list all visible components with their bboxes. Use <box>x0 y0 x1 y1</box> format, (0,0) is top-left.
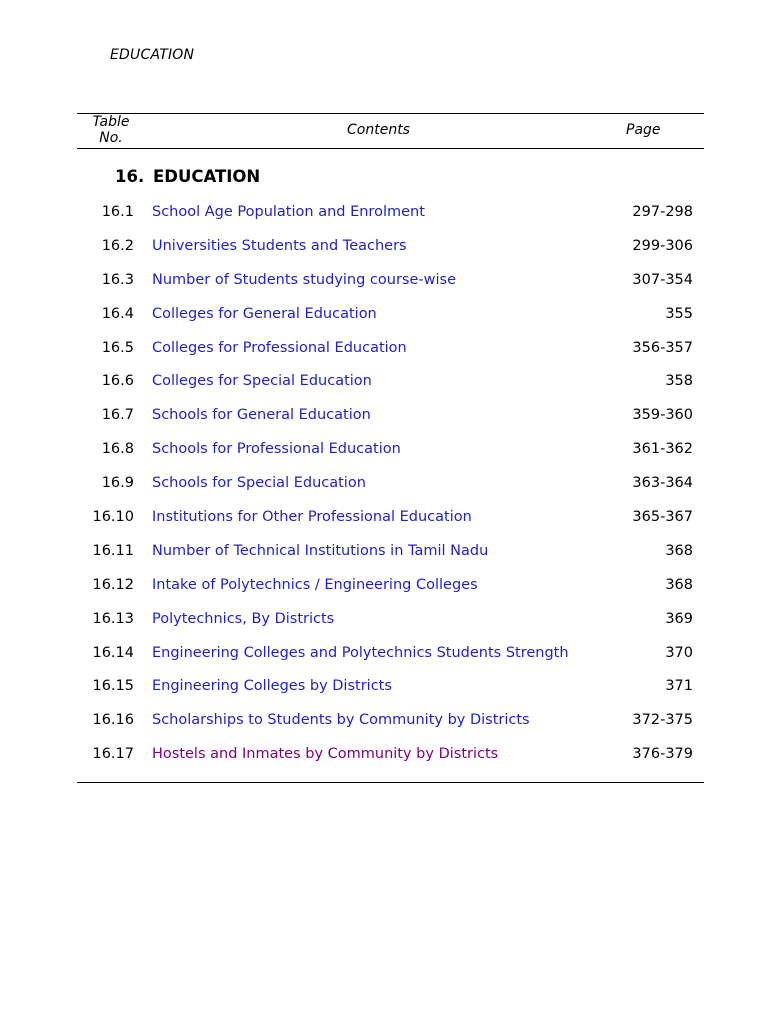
toc-link[interactable]: Schools for Professional Education <box>152 441 401 458</box>
page-range: 376-379 <box>632 746 693 763</box>
column-header-table-no: Table No. <box>92 114 130 146</box>
toc-rows <box>77 196 704 772</box>
toc-link[interactable]: Schools for Special Education <box>152 475 366 492</box>
table-top-rule <box>77 113 704 114</box>
page-range: 372-375 <box>632 712 693 729</box>
page-range: 371 <box>665 678 693 695</box>
table-number: 16.13 <box>92 610 134 627</box>
page-range: 358 <box>665 373 693 390</box>
toc-link[interactable]: Schools for General Education <box>152 407 371 424</box>
section-heading <box>115 167 260 186</box>
table-number: 16.17 <box>92 746 134 763</box>
table-number: 16.15 <box>92 678 134 695</box>
table-number: 16.7 <box>101 407 134 424</box>
toc-row <box>77 603 704 637</box>
table-number: 16.1 <box>101 204 134 220</box>
section-number: 16. <box>115 167 145 186</box>
page-range: 368 <box>665 542 693 559</box>
toc-row <box>77 535 704 569</box>
table-number: 16.6 <box>101 373 134 390</box>
table-number: 16.16 <box>92 712 134 729</box>
toc-link[interactable]: Universities Students and Teachers <box>152 237 407 254</box>
table-number: 16.5 <box>101 339 134 356</box>
toc-row <box>77 433 704 467</box>
table-number: 16.10 <box>92 509 134 526</box>
toc-link[interactable]: Engineering Colleges and Polytechnics Students Strength <box>152 644 569 661</box>
table-bottom-rule <box>77 782 704 783</box>
page-range: 355 <box>665 305 693 322</box>
table-number: 16.3 <box>101 271 134 288</box>
page-range: 356-357 <box>632 339 693 356</box>
page-range: 299-306 <box>632 237 693 254</box>
table-number: 16.2 <box>101 237 134 254</box>
column-header-contents: Contents <box>347 122 410 138</box>
page-range: 359-360 <box>632 407 693 424</box>
toc-row <box>77 467 704 501</box>
toc-link[interactable]: Colleges for General Education <box>152 305 377 322</box>
table-number: 16.14 <box>92 644 134 661</box>
toc-link-visited[interactable]: Hostels and Inmates by Community by Districts <box>152 746 499 763</box>
page-range: 361-362 <box>632 441 693 458</box>
toc-row <box>77 230 704 264</box>
toc-row <box>77 264 704 298</box>
page-range: 370 <box>665 644 693 661</box>
toc-row <box>77 637 704 671</box>
toc-row <box>77 298 704 332</box>
toc-link[interactable]: Engineering Colleges by Districts <box>152 678 392 695</box>
toc-link[interactable]: Colleges for Special Education <box>152 373 372 390</box>
toc-row <box>77 332 704 366</box>
toc-row <box>77 399 704 433</box>
page-range: 363-364 <box>632 475 693 492</box>
toc-link[interactable]: Colleges for Professional Education <box>152 339 407 356</box>
page-range: 368 <box>665 576 693 593</box>
toc-row <box>77 738 704 772</box>
running-header: EDUCATION <box>110 47 195 63</box>
table-number: 16.9 <box>101 475 134 492</box>
toc-row <box>77 569 704 603</box>
toc-link[interactable]: Institutions for Other Professional Education <box>152 509 472 526</box>
toc-row <box>77 670 704 704</box>
table-number: 16.11 <box>92 542 134 559</box>
toc-row <box>77 196 704 230</box>
toc-link[interactable]: Number of Technical Institutions in Tamil Nadu <box>152 542 489 559</box>
table-number: 16.12 <box>92 576 134 593</box>
toc-link[interactable]: Intake of Polytechnics / Engineering Colleges <box>152 576 478 593</box>
table-number: 16.4 <box>101 305 134 322</box>
toc-link[interactable]: Polytechnics, By Districts <box>152 610 335 627</box>
section-title: EDUCATION <box>153 167 261 186</box>
toc-row <box>77 704 704 738</box>
table-number: 16.8 <box>101 441 134 458</box>
page-range: 369 <box>665 610 693 627</box>
toc-row <box>77 365 704 399</box>
page-range: 365-367 <box>632 509 693 526</box>
page-range: 297-298 <box>632 204 693 220</box>
toc-link[interactable]: Number of Students studying course-wise <box>152 271 456 288</box>
toc-link[interactable]: School Age Population and Enrolment <box>152 204 425 220</box>
header-bottom-rule <box>77 148 704 149</box>
page-range: 307-354 <box>632 271 693 288</box>
toc-row <box>77 501 704 535</box>
column-header-page: Page <box>626 122 661 138</box>
toc-link[interactable]: Scholarships to Students by Community by Districts <box>152 712 530 729</box>
